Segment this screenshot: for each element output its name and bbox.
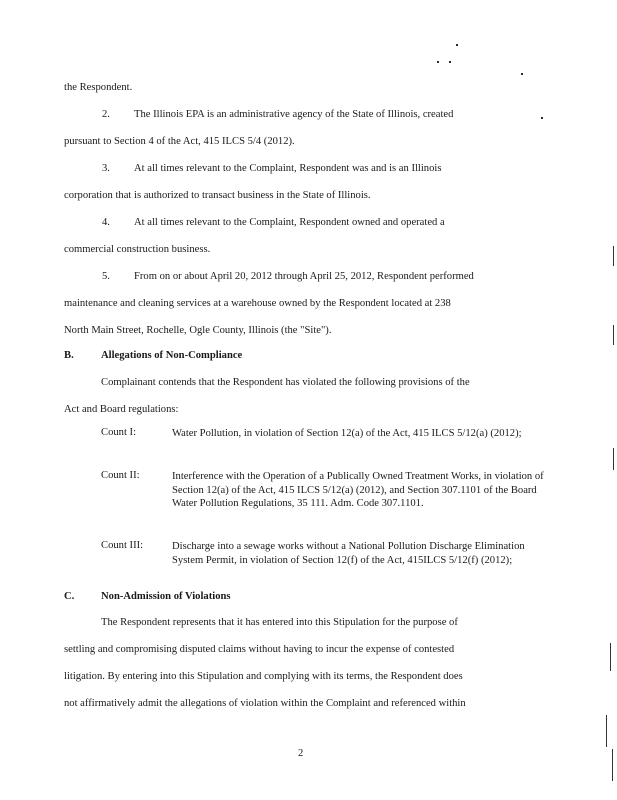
text-line: The Illinois EPA is an administrative agency of the State of Illinois, created xyxy=(134,109,454,120)
section-letter: C. xyxy=(64,591,75,602)
margin-mark xyxy=(613,246,614,266)
text-line: Act and Board regulations: xyxy=(64,404,179,415)
paragraph-number: 5. xyxy=(102,271,110,282)
page-number: 2 xyxy=(298,748,304,759)
text-line: maintenance and cleaning services at a warehouse owned by the Respondent located at 238 xyxy=(64,298,451,309)
text-line: At all times relevant to the Complaint, Respondent owned and operated a xyxy=(134,217,445,228)
scan-speck xyxy=(521,73,523,75)
margin-mark xyxy=(610,643,611,671)
text-line: Complainant contends that the Respondent has violated the following provisions of the xyxy=(101,377,470,388)
text-line: The Respondent represents that it has entered into this Stipulation for the purpose of xyxy=(101,617,458,628)
margin-mark xyxy=(612,749,613,781)
margin-mark xyxy=(613,325,614,345)
text-line: From on or about April 20, 2012 through April 25, 2012, Respondent performed xyxy=(134,271,474,282)
scan-speck xyxy=(456,44,458,46)
count-text: Interference with the Operation of a Publically Owned Treatment Works, in violation of Section 12(a) of the Act, 415 ILCS 5/12(a) (2012), and Section 307.1101 of the Board Water Pollution Regulations, 35 111. Adm. Code 307.1101. xyxy=(172,471,544,509)
text-line: litigation. By entering into this Stipulation and complying with its terms, the Respondent does xyxy=(64,671,463,682)
text-line: corporation that is authorized to transact business in the State of Illinois. xyxy=(64,190,371,201)
text-line: not affirmatively admit the allegations of violation within the Complaint and referenced within xyxy=(64,698,466,709)
count-text: Discharge into a sewage works without a National Pollution Discharge Elimination System Permit, in violation of Section 12(f) of the Act, 415ILCS 5/12(f) (2012); xyxy=(172,541,525,566)
scan-speck xyxy=(449,61,451,63)
scan-speck xyxy=(541,117,543,119)
text-line: commercial construction business. xyxy=(64,244,211,255)
count-label: Count III: xyxy=(101,540,144,551)
count-label: Count II: xyxy=(101,470,140,481)
section-heading: Non-Admission of Violations xyxy=(101,591,231,602)
text-line: settling and compromising disputed claims without having to incur the expense of contested xyxy=(64,644,455,655)
text-line: North Main Street, Rochelle, Ogle County, Illinois (the "Site"). xyxy=(64,325,332,336)
section-letter: B. xyxy=(64,350,74,361)
count-label: Count I: xyxy=(101,427,137,438)
margin-mark xyxy=(606,715,607,747)
paragraph-number: 2. xyxy=(102,109,110,120)
text-line: the Respondent. xyxy=(64,82,133,93)
text-line: At all times relevant to the Complaint, Respondent was and is an Illinois xyxy=(134,163,442,174)
scan-speck xyxy=(437,61,439,63)
paragraph-number: 4. xyxy=(102,217,110,228)
section-heading: Allegations of Non-Compliance xyxy=(101,350,243,361)
count-text: Water Pollution, in violation of Section 12(a) of the Act, 415 ILCS 5/12(a) (2012); xyxy=(172,428,522,439)
paragraph-number: 3. xyxy=(102,163,110,174)
text-line: pursuant to Section 4 of the Act, 415 ILCS 5/4 (2012). xyxy=(64,136,295,147)
margin-mark xyxy=(613,448,614,470)
